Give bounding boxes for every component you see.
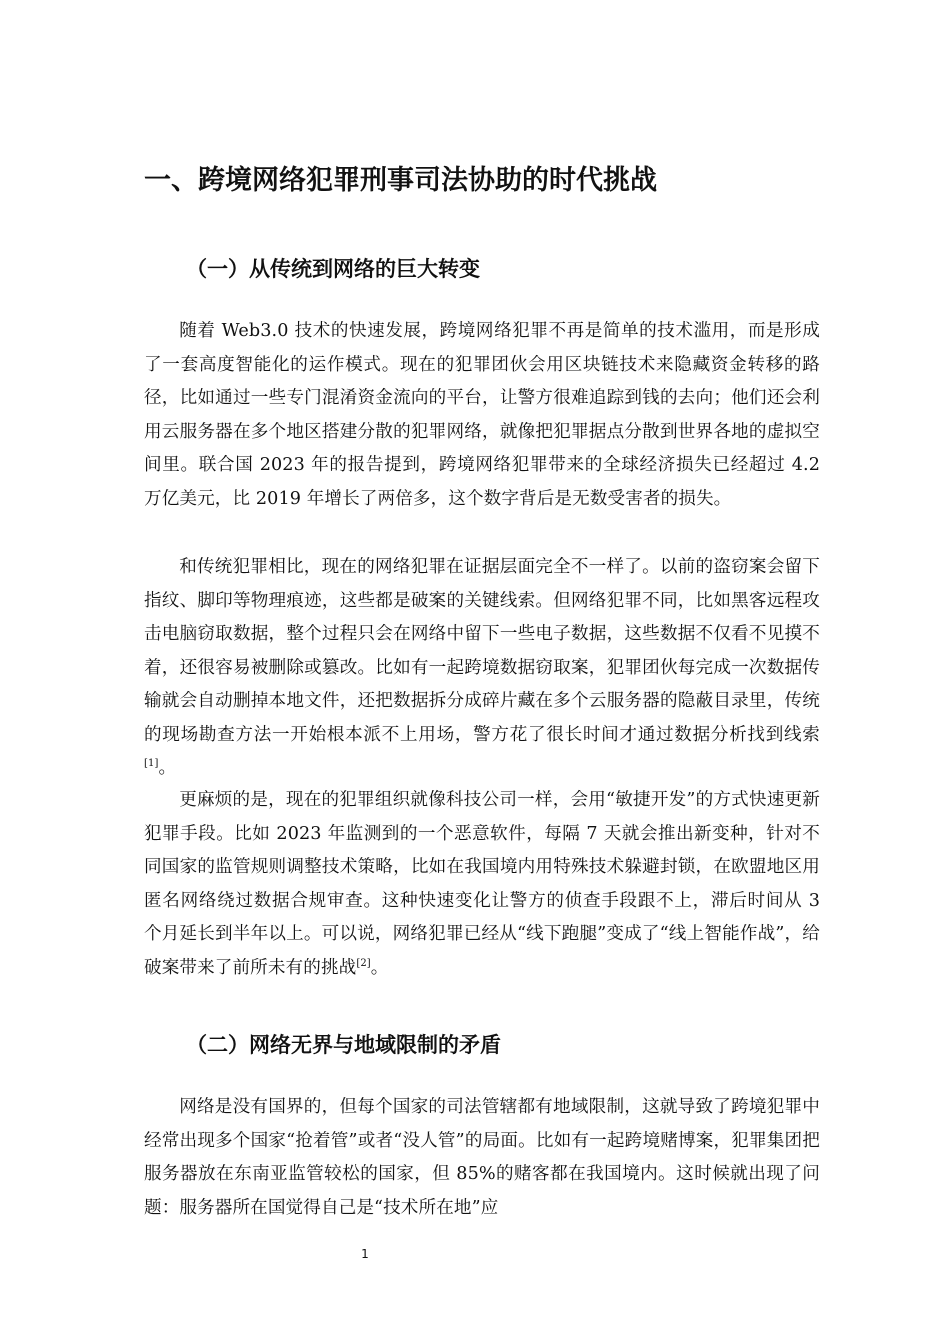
paragraph-2-tail: 。 (158, 758, 177, 778)
page-number: 1 (361, 1247, 369, 1261)
main-heading: 一、跨境网络犯罪刑事司法协助的时代挑战 (144, 165, 657, 196)
citation-ref-1: [1] (144, 758, 159, 770)
section-heading-2: （二）网络无界与地域限制的矛盾 (186, 1033, 501, 1057)
paragraph-2-text: 和传统犯罪相比，现在的网络犯罪在证据层面完全不一样了。以前的盗窃案会留下指纹、脚印等物理痕迹，这些都是破案的关键线索。但网络犯罪不同，比如黑客远程攻击电脑窃取数据，整个过程只会在网络中留下一些电子数据，这些数据不仅看不见摸不着，还很容易被删除或篡改。比如有一起跨境数据窃取案，犯罪团伙每完成一次数据传输就会自动删掉本地文件，还把数据拆分成碎片藏在多个云服务器的隐蔽目录里，传统的现场勘查方法一开始根本派不上用场，警方花了很长时间才通过数据分析找到线索 (144, 557, 820, 745)
citation-ref-2: [2] (356, 957, 371, 969)
paragraph-3-text: 更麻烦的是，现在的犯罪组织就像科技公司一样，会用“敏捷开发”的方式快速更新犯罪手段。比如 2023 年监测到的一个恶意软件，每隔 7 天就会推出新变种，针对不同国家的监管规则调整技术策略，比如在我国境内用特殊技术躲避封锁，在欧盟地区用匿名网络绕过数据合规审查。这种快速变化让警方的侦查手段跟不上，滞后时间从 3 个月延长到半年以上。可以说，网络犯罪已经从“线下跑腿”变成了“线上智能作战”，给破案带来了前所未有的挑战 (144, 790, 820, 978)
paragraph-1-text: 随着 Web3.0 技术的快速发展，跨境网络犯罪不再是简单的技术滥用，而是形成了一套高度智能化的运作模式。现在的犯罪团伙会用区块链技术来隐藏资金转移的路径，比如通过一些专门混淆资金流向的平台，让警方很难追踪到钱的去向；他们还会利用云服务器在多个地区搭建分散的犯罪网络，就像把犯罪据点分散到世界各地的虚拟空间里。联合国 2023 年的报告提到，跨境网络犯罪带来的全球经济损失已经超过 4.2 万亿美元，比 2019 年增长了两倍多，这个数字背后是无数受害者的损失。 (144, 321, 820, 509)
paragraph-4 (144, 1091, 820, 1225)
paragraph-4-text: 网络是没有国界的，但每个国家的司法管辖都有地域限制，这就导致了跨境犯罪中经常出现多个国家“抢着管”或者“没人管”的局面。比如有一起跨境赌博案，犯罪集团把服务器放在东南亚监管较松的国家，但 85%的赌客都在我国境内。这时候就出现了问题：服务器所在国觉得自己是“技术所在地”应 (144, 1097, 820, 1218)
paragraph-3 (144, 784, 820, 985)
paragraph-2 (144, 551, 820, 786)
paragraph-1 (144, 315, 820, 516)
paragraph-3-tail: 。 (370, 957, 389, 978)
section-heading-1: （一）从传统到网络的巨大转变 (186, 257, 480, 281)
